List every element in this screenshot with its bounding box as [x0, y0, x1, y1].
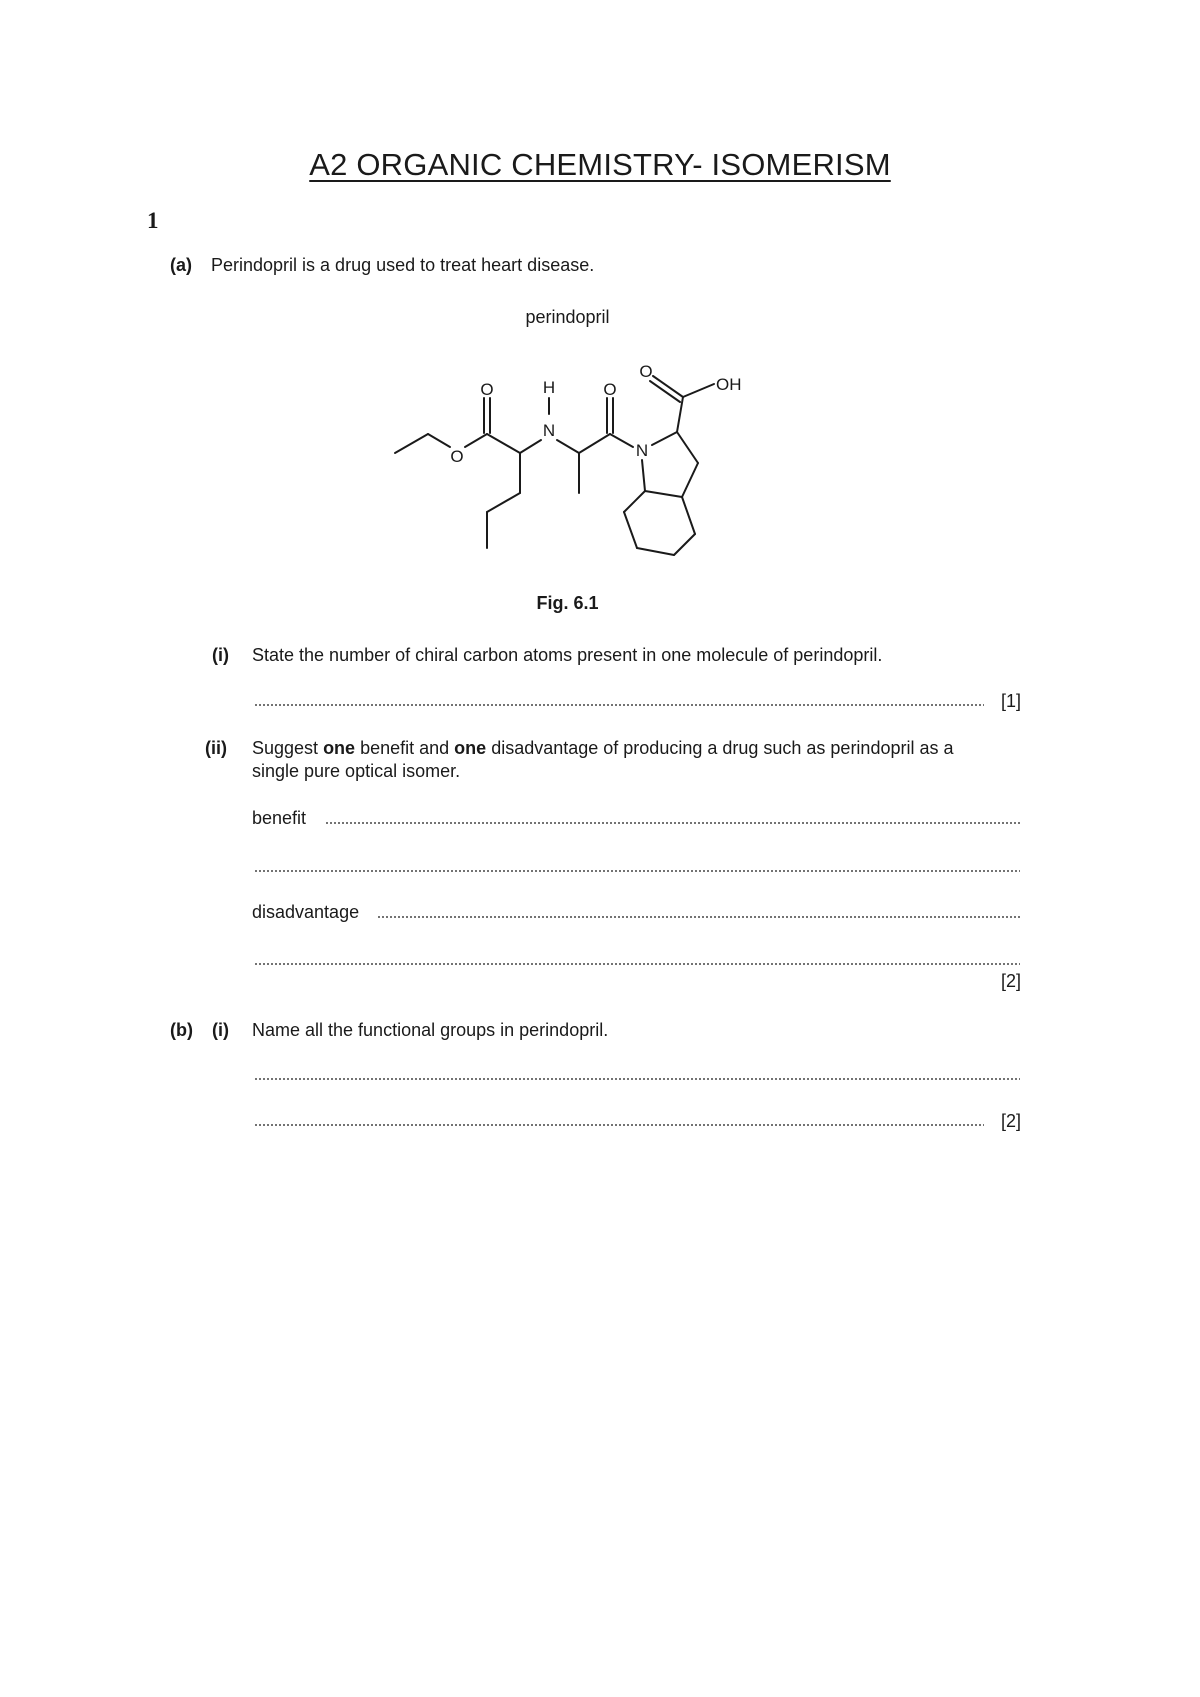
emphasis-one: one: [454, 738, 487, 758]
figure-title: perindopril: [525, 307, 610, 327]
part-a-intro: Perindopril is a drug used to treat heart disease.: [211, 255, 595, 275]
atom-oh: OH: [716, 375, 742, 394]
emphasis-one: one: [323, 738, 356, 758]
atom-o-amide: O: [603, 380, 617, 399]
part-a-ii-label: (ii): [205, 738, 227, 758]
question-text: benefit and: [355, 738, 455, 758]
part-a-label: (a): [170, 255, 192, 275]
atom-h: H: [542, 378, 556, 397]
page-title: A2 ORGANIC CHEMISTRY- ISOMERISM: [309, 147, 891, 182]
part-a-ii-question-line2: single pure optical isomer.: [252, 761, 461, 781]
marks-a-ii: [2]: [1001, 971, 1022, 991]
figure-caption: Fig. 6.1: [536, 593, 599, 613]
answer-line-b-i-2[interactable]: [254, 1124, 984, 1126]
atom-n-ring: N: [635, 441, 649, 460]
atom-n-amine: N: [542, 421, 556, 440]
atom-o-ester: O: [450, 447, 464, 466]
question-text: disadvantage of producing a drug such as perindopril as a: [486, 738, 954, 758]
disadvantage-label: disadvantage: [252, 902, 360, 922]
atom-o-ester-carbonyl: O: [480, 380, 494, 399]
disadvantage-answer-line-1[interactable]: [377, 916, 1020, 918]
bond-lines: [395, 376, 714, 555]
benefit-answer-line-1[interactable]: [325, 822, 1020, 824]
benefit-answer-line-2[interactable]: [254, 870, 1020, 872]
part-a-i-question: State the number of chiral carbon atoms present in one molecule of perindopril.: [252, 645, 883, 665]
question-text: Suggest: [252, 738, 324, 758]
benefit-label: benefit: [252, 808, 307, 828]
answer-line-b-i-1[interactable]: [254, 1078, 1020, 1080]
marks-b-i: [2]: [1001, 1111, 1022, 1131]
marks-a-i: [1]: [1001, 691, 1022, 711]
part-a-ii-question: [252, 737, 954, 760]
disadvantage-answer-line-2[interactable]: [254, 963, 1020, 965]
part-b-i-question: Name all the functional groups in perindopril.: [252, 1020, 609, 1040]
question-number: 1: [147, 208, 159, 233]
part-b-i-label: (i): [212, 1020, 229, 1040]
part-b-label: (b): [170, 1020, 193, 1040]
answer-line-a-i[interactable]: [254, 704, 984, 706]
part-a-i-label: (i): [212, 645, 229, 665]
atom-o-acid: O: [639, 362, 653, 381]
perindopril-structure: [0, 0, 1200, 600]
